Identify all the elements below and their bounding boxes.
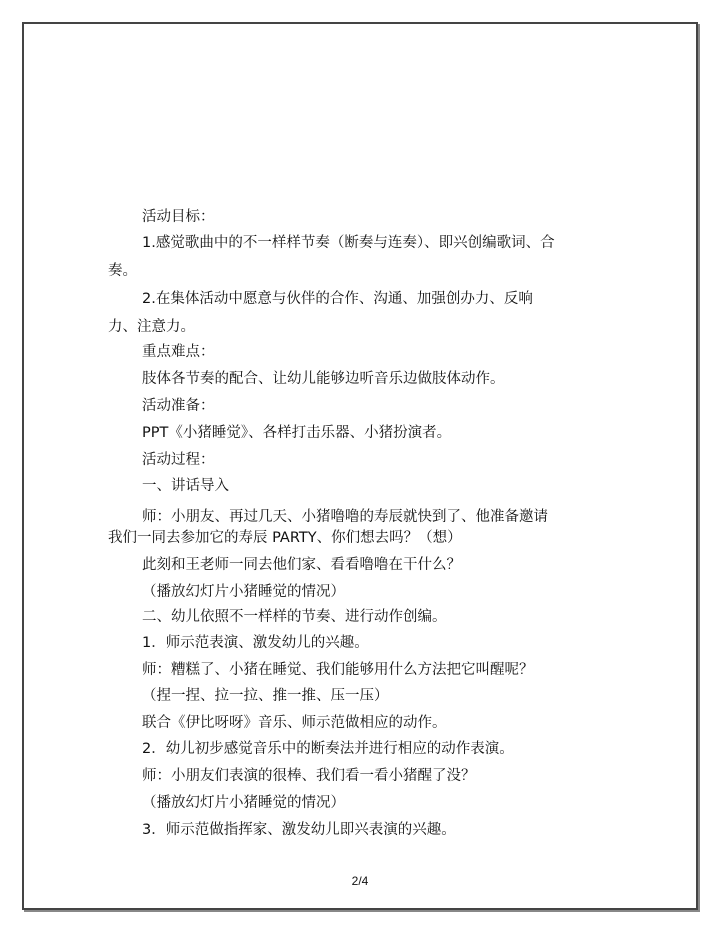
text-line: 一、讲话导入 xyxy=(142,478,229,494)
text-line: 1．师示范表演、激发幼儿的兴趣。 xyxy=(142,635,369,651)
text-line: 联合《伊比呀呀》音乐、师示范做相应的动作。 xyxy=(142,715,447,731)
text-line: （捏一捏、拉一拉、推一推、压一压） xyxy=(142,688,389,704)
text-line: （播放幻灯片小猪睡觉的情况） xyxy=(142,795,345,811)
text-line: 3．师示范做指挥家、激发幼儿即兴表演的兴趣。 xyxy=(142,822,456,838)
text-line: 1.感觉歌曲中的不一样样节奏（断奏与连奏）、即兴创编歌词、合 xyxy=(142,235,555,251)
text-line: 活动过程： xyxy=(142,452,215,468)
text-line: 师：小朋友们表演的很棒、我们看一看小猪醒了没？ xyxy=(142,768,476,784)
text-line: 重点难点： xyxy=(142,344,215,360)
text-line: 师：糟糕了、小猪在睡觉、我们能够用什么方法把它叫醒呢？ xyxy=(142,662,534,678)
text-line: 肢体各节奏的配合、让幼儿能够边听音乐边做肢体动作。 xyxy=(142,371,505,387)
text-line: 力、注意力。 xyxy=(108,319,195,335)
text-line: 二、幼儿依照不一样样的节奏、进行动作创编。 xyxy=(142,609,447,625)
text-line: 师：小朋友、再过几天、小猪噜噜的寿辰就快到了、他准备邀请 xyxy=(142,509,548,525)
text-line: 奏。 xyxy=(108,263,137,279)
text-line: PPT《小猪睡觉》、各样打击乐器、小猪扮演者。 xyxy=(142,425,452,441)
text-line: 2．幼儿初步感觉音乐中的断奏法并进行相应的动作表演。 xyxy=(142,741,514,757)
text-line: 活动准备： xyxy=(142,398,215,414)
text-line: 活动目标： xyxy=(142,209,215,225)
text-line: 2.在集体活动中愿意与伙伴的合作、沟通、加强创办力、反响 xyxy=(142,291,533,307)
text-line: 我们一同去参加它的寿辰 PARTY、你们想去吗？（想） xyxy=(108,530,462,546)
text-line: 此刻和王老师一同去他们家、看看噜噜在干什么？ xyxy=(142,557,461,573)
text-line: （播放幻灯片小猪睡觉的情况） xyxy=(142,584,345,600)
page-number: 2/4 xyxy=(351,874,369,888)
